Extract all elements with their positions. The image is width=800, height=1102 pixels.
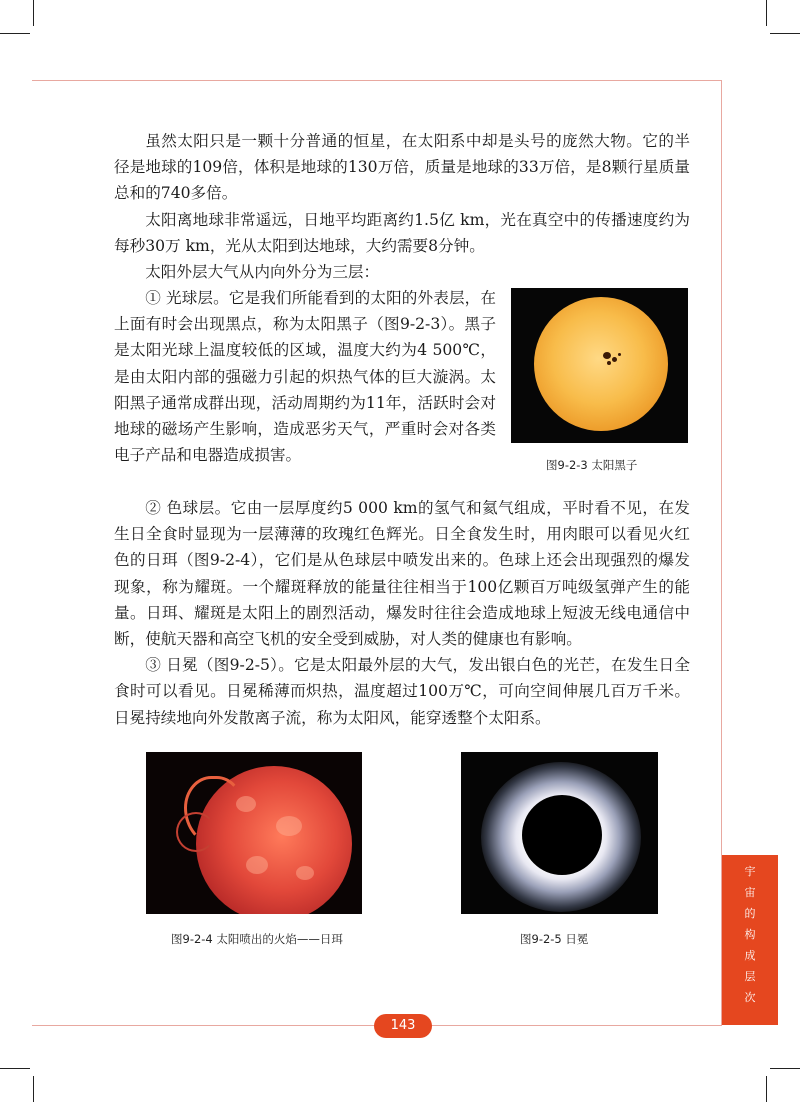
paragraph-sun-distance: 太阳离地球非常遥远，日地平均距离约1.5亿 km，光在真空中的传播速度约为每秒30万 km，光从太阳到达地球，大约需要8分钟。 xyxy=(114,210,690,255)
crop-mark xyxy=(0,1068,30,1069)
crop-mark xyxy=(0,33,30,34)
sunspot xyxy=(618,353,621,356)
crop-mark xyxy=(766,0,767,26)
paragraph-sun-size: 虽然太阳只是一颗十分普通的恒星，在太阳系中却是头号的庞然大物。它的半径是地球的109倍，体积是地球的130万倍，质量是地球的33万倍，是8颗行星质量总和的740多倍。 xyxy=(114,132,690,203)
crop-mark xyxy=(770,1068,800,1069)
page-frame-top xyxy=(32,80,722,81)
sun-disc xyxy=(534,297,668,431)
prominence-image xyxy=(146,752,362,914)
paragraph-corona: ③ 日冕（图9-2-5）。它是太阳最外层的大气，发出银白色的光芒，在发生日全食时可以看见。日冕稀薄而炽热，温度超过100万℃，可向空间伸展几百万千米。日冕持续地向外发散离子流，称为太阳风，能穿透整个太阳系。 xyxy=(114,656,690,727)
caption-corona: 图9-2-5 日冕 xyxy=(520,932,589,946)
crop-mark xyxy=(33,0,34,26)
body-text-lower xyxy=(114,495,690,731)
sunspot xyxy=(612,357,617,362)
caption-sunspot: 图9-2-3 太阳黑子 xyxy=(546,458,638,472)
side-tab-char: 构 xyxy=(744,928,756,941)
prominence-flare xyxy=(176,812,216,852)
surface-mottle xyxy=(296,866,314,880)
body-text-photosphere xyxy=(114,285,496,468)
crop-mark xyxy=(770,33,800,34)
side-tab-char: 层 xyxy=(744,970,756,983)
corona-image xyxy=(461,752,658,914)
side-tab-char: 成 xyxy=(744,949,756,962)
crop-mark xyxy=(766,1076,767,1102)
side-tab-char: 次 xyxy=(744,991,756,1004)
sunspot xyxy=(603,352,611,359)
side-tab-char: 的 xyxy=(744,907,756,920)
chapter-side-tab xyxy=(722,855,778,1025)
sunspot xyxy=(607,361,611,365)
page-number: 143 xyxy=(374,1014,432,1038)
surface-mottle xyxy=(276,816,302,836)
eclipse-moon-disc xyxy=(522,795,602,875)
caption-prominence: 图9-2-4 太阳喷出的火焰——日珥 xyxy=(171,932,343,946)
paragraph-photosphere: ① 光球层。它是我们所能看到的太阳的外表层，在上面有时会出现黑点，称为太阳黑子（图9-2-3）。黑子是太阳光球上温度较低的区域，温度大约为4 500℃，是由太阳内部的强磁力引起的炽热气体的巨大漩涡。太阳黑子通常成群出现，活动周期约为11年，活跃时会对地球的磁场产生影响，造成恶劣天气，严重时会对各类电子产品和电器造成损害。 xyxy=(114,289,496,465)
sunspot-image xyxy=(511,288,688,443)
side-tab-char: 宇 xyxy=(744,865,756,878)
paragraph-chromosphere: ② 色球层。它由一层厚度约5 000 km的氢气和氦气组成，平时看不见，在发生日全食时显现为一层薄薄的玫瑰红色辉光。日全食发生时，用肉眼可以看见火红色的日珥（图9-2-4），它们是从色球层中喷发出来的。色球上还会出现强烈的爆发现象，称为耀斑。一个耀斑释放的能量往往相当于100亿颗百万吨级氢弹产生的能量。日珥、耀斑是太阳上的剧烈活动，爆发时往往会造成地球上短波无线电通信中断，使航天器和高空飞机的安全受到威胁，对人类的健康也有影响。 xyxy=(114,499,690,649)
side-tab-char: 宙 xyxy=(744,886,756,899)
body-text-top xyxy=(114,128,690,285)
paragraph-layers-intro: 太阳外层大气从内向外分为三层： xyxy=(145,263,380,282)
crop-mark xyxy=(33,1076,34,1102)
surface-mottle xyxy=(246,856,268,874)
